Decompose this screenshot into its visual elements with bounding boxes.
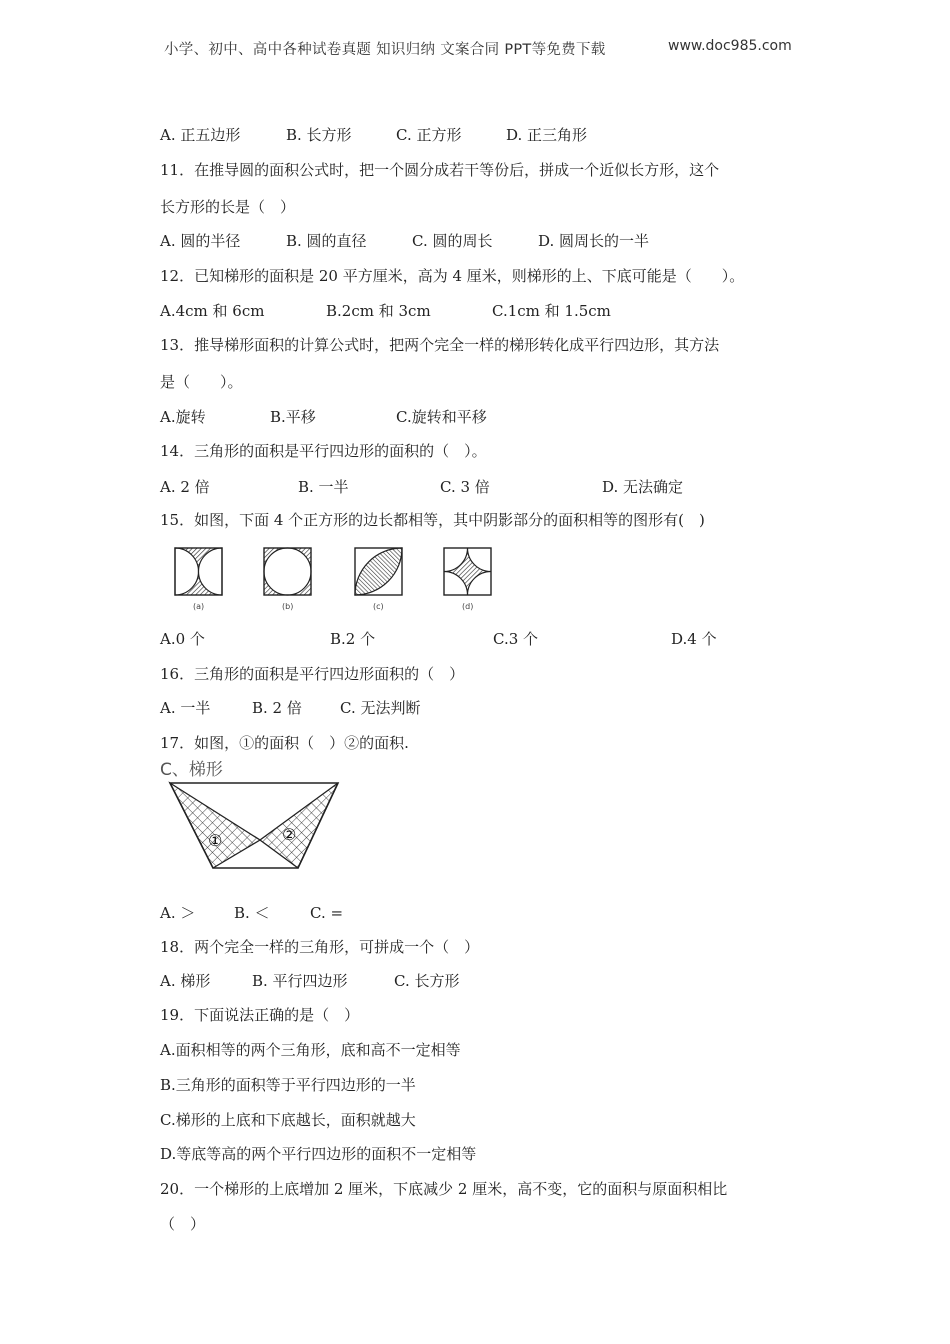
header-banner-text: 小学、初中、高中各种试卷真题 知识归纳 文案合同 PPT等免费下载 (164, 42, 606, 58)
q10-options (160, 124, 587, 145)
q17-figure (158, 758, 348, 876)
q16-options (160, 697, 420, 718)
q16-option-b[interactable]: B. 2 倍 (252, 699, 302, 717)
q15-figure-b (264, 548, 311, 611)
q11-option-c[interactable]: C. 圆的周长 (412, 232, 493, 250)
q18-options (160, 970, 459, 991)
q15-label-a: (a) (193, 602, 205, 611)
q14-option-d[interactable]: D. 无法确定 (602, 478, 684, 496)
q17-option-b[interactable]: B. ＜ (234, 904, 270, 922)
q13-option-b[interactable]: B.平移 (270, 408, 316, 426)
q17-options (160, 902, 343, 923)
q20-question-line1: 20．一个梯形的上底增加 2 厘米，下底减少 2 厘米，高不变，它的面积与原面积相比 (160, 1180, 728, 1198)
q10-option-b[interactable]: B. 长方形 (286, 126, 352, 144)
q14-option-a[interactable]: A. 2 倍 (160, 478, 210, 496)
q13-options (160, 406, 487, 427)
q15-options (160, 628, 717, 649)
q15-option-d[interactable]: D.4 个 (671, 630, 717, 648)
q19-option-c[interactable]: C.梯形的上底和下底越长，面积就越大 (160, 1111, 416, 1129)
q12-options (160, 300, 611, 321)
q17-option-a[interactable]: A. ＞ (160, 904, 196, 922)
q17-label-1: ① (208, 831, 223, 850)
q16-question: 16．三角形的面积是平行四边形面积的（ ） (160, 665, 465, 683)
q14-option-b[interactable]: B. 一半 (298, 478, 349, 496)
q20-question-line2: （ ） (160, 1215, 206, 1233)
q12-option-a[interactable]: A.4cm 和 6cm (160, 302, 265, 320)
q11-question-line1: 11．在推导圆的面积公式时，把一个圆分成若干等份后，拼成一个近似长方形，这个 (160, 161, 720, 179)
q10-option-c[interactable]: C. 正方形 (396, 126, 462, 144)
q11-option-a[interactable]: A. 圆的半径 (160, 232, 241, 250)
q11-question-line2: 长方形的长是（ ） (160, 198, 296, 216)
q16-option-a[interactable]: A. 一半 (160, 699, 211, 717)
q13-question-line2: 是（ ）。 (160, 373, 243, 391)
q17-region-2 (260, 783, 338, 868)
q11-option-b[interactable]: B. 圆的直径 (286, 232, 367, 250)
q17-region-1 (170, 783, 260, 868)
q15-option-a[interactable]: A.0 个 (160, 630, 205, 648)
q17-question: 17．如图，①的面积（ ）②的面积. (160, 734, 409, 752)
q14-options (160, 476, 683, 497)
q15-label-b: (b) (282, 602, 294, 611)
q19-option-a[interactable]: A.面积相等的两个三角形，底和高不一定相等 (160, 1041, 461, 1059)
q18-option-b[interactable]: B. 平行四边形 (252, 972, 348, 990)
q15-figure (172, 541, 502, 613)
q12-option-b[interactable]: B.2cm 和 3cm (326, 302, 431, 320)
q17-option-c[interactable]: C. = (310, 904, 344, 922)
q15-figure-c (355, 548, 402, 611)
q18-question: 18．两个完全一样的三角形，可拼成一个（ ） (160, 938, 480, 956)
q16-option-c[interactable]: C. 无法判断 (340, 699, 421, 717)
q15-question: 15．如图，下面 4 个正方形的边长都相等，其中阴影部分的面积相等的图形有( ) (160, 511, 705, 529)
q10-option-a[interactable]: A. 正五边形 (160, 126, 241, 144)
q11-option-d[interactable]: D. 圆周长的一半 (538, 232, 650, 250)
q15-option-c[interactable]: C.3 个 (493, 630, 539, 648)
q18-option-c[interactable]: C. 长方形 (394, 972, 460, 990)
q12-option-c[interactable]: C.1cm 和 1.5cm (492, 302, 611, 320)
q13-option-c[interactable]: C.旋转和平移 (396, 408, 487, 426)
q17-label-2: ② (282, 825, 297, 844)
q19-question: 19．下面说法正确的是（ ） (160, 1006, 360, 1024)
q13-option-a[interactable]: A.旋转 (160, 408, 206, 426)
q15-label-d: (d) (462, 602, 474, 611)
header-website: www.doc985.com (668, 38, 792, 54)
q15-figure-d (444, 548, 491, 611)
q13-question-line1: 13．推导梯形面积的计算公式时，把两个完全一样的梯形转化成平行四边形，其方法 (160, 336, 720, 354)
q12-question: 12．已知梯形的面积是 20 平方厘米，高为 4 厘米，则梯形的上、下底可能是（ ）。 (160, 267, 745, 285)
q14-option-c[interactable]: C. 3 倍 (440, 478, 490, 496)
q15-figure-a (175, 548, 222, 611)
q19-option-b[interactable]: B.三角形的面积等于平行四边形的一半 (160, 1076, 416, 1094)
q15-label-c: (c) (373, 602, 384, 611)
q15-option-b[interactable]: B.2 个 (330, 630, 376, 648)
q11-options (160, 230, 649, 251)
q19-option-d[interactable]: D.等底等高的两个平行四边形的面积不一定相等 (160, 1145, 477, 1163)
q10-option-d[interactable]: D. 正三角形 (506, 126, 588, 144)
q14-question: 14．三角形的面积是平行四边形的面积的（ ）。 (160, 442, 487, 460)
q18-option-a[interactable]: A. 梯形 (160, 972, 211, 990)
q17-figure-caption: C、梯形 (160, 760, 223, 780)
